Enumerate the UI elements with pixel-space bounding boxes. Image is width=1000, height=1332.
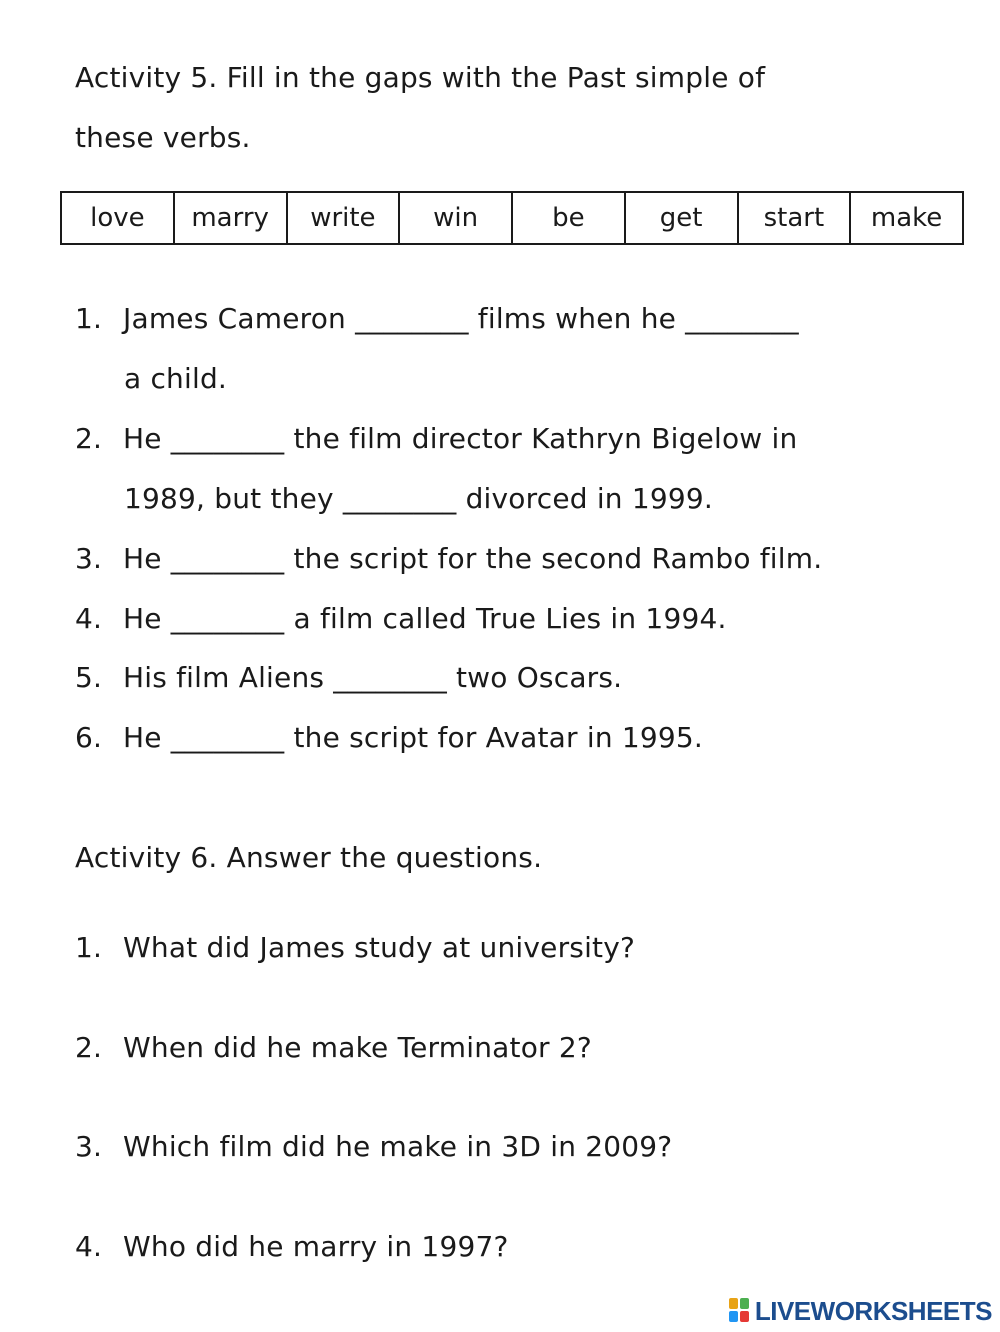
question-text: Who did he marry in 1997? [123,1230,509,1263]
liveworksheets-logo-text: LIVEWORKSHEETS [754,1295,992,1326]
item-number: 5. [75,661,103,694]
verb-cell: make [850,192,963,244]
gap-item-6 [75,720,703,756]
verb-cell: start [738,192,851,244]
item-number: 4. [75,602,103,635]
verb-cell: get [625,192,738,244]
verb-cell: marry [174,192,287,244]
question-1 [75,930,635,966]
item-text: He ________ the script for Avatar in 1995. [123,721,704,754]
gap-item-2-cont: 1989, but they ________ divorced in 1999. [124,482,714,515]
item-text: He ________ the script for the second Rambo film. [123,542,823,575]
item-number: 6. [75,721,103,754]
gap-item-3 [75,541,822,577]
activity5-title-line2: these verbs. [75,121,251,154]
question-3 [75,1129,672,1165]
item-text: His film Aliens ________ two Oscars. [123,661,623,694]
question-number: 2. [75,1031,103,1064]
verb-cell: win [399,192,512,244]
activity6-title: Activity 6. Answer the questions. [75,841,543,874]
question-text: When did he make Terminator 2? [123,1031,592,1064]
item-text: He ________ the film director Kathryn Bigelow in [123,422,798,455]
verb-word-bank [60,191,964,245]
gap-item-4 [75,601,727,637]
liveworksheets-logo-icon [729,1298,751,1324]
question-text: What did James study at university? [123,931,636,964]
item-number: 3. [75,542,103,575]
question-number: 4. [75,1230,103,1263]
verb-cell: be [512,192,625,244]
item-text: He ________ a film called True Lies in 1994. [123,602,727,635]
item-number: 2. [75,422,103,455]
verb-cell: love [61,192,174,244]
gap-item-5 [75,660,622,696]
question-text: Which film did he make in 3D in 2009? [123,1130,673,1163]
liveworksheets-logo [729,1295,992,1327]
item-text: James Cameron ________ films when he ________ [123,302,799,335]
question-number: 1. [75,931,103,964]
gap-item-1-cont: a child. [124,362,228,395]
question-2 [75,1030,592,1066]
gap-item-2 [75,421,797,457]
activity5-title-line1: Activity 5. Fill in the gaps with the Past simple of [75,61,766,94]
question-4 [75,1229,509,1265]
item-number: 1. [75,302,103,335]
gap-item-1 [75,301,799,337]
verb-cell: write [287,192,400,244]
question-number: 3. [75,1130,103,1163]
